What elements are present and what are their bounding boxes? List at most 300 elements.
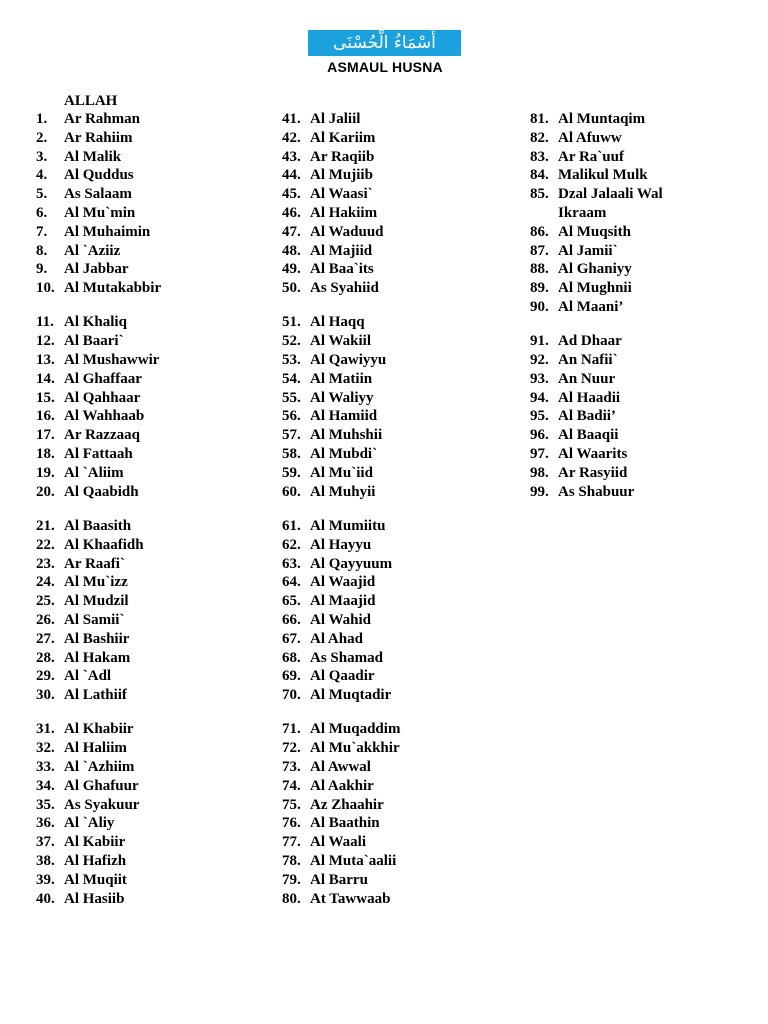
name-list-item — [530, 279, 760, 298]
name-list-item — [36, 667, 256, 686]
item-number: 70. — [282, 687, 301, 704]
item-name: Al Maani’ — [558, 298, 624, 315]
name-list-item — [282, 852, 512, 871]
item-name: Al Lathiif — [64, 687, 127, 704]
item-number: 4. — [36, 167, 48, 184]
names-column-2 — [282, 110, 512, 908]
item-number: 92. — [530, 352, 549, 369]
item-number: 85. — [530, 186, 549, 203]
item-name: Ar Raafi` — [64, 555, 125, 572]
name-list-item — [282, 129, 512, 148]
item-name: Al Mu`akkhir — [310, 740, 400, 757]
item-number: 90. — [530, 298, 549, 315]
item-name: Al Muhaimin — [64, 223, 151, 240]
name-list-item — [282, 871, 512, 890]
item-name: Al Wakiil — [310, 333, 371, 350]
item-number: 81. — [530, 111, 549, 127]
item-number: 19. — [36, 464, 55, 481]
item-name: Al Malik — [64, 148, 122, 165]
name-list-item — [36, 407, 256, 426]
name-list-item — [36, 332, 256, 351]
name-list-item — [282, 389, 512, 408]
name-list-item — [282, 332, 512, 351]
item-name: Al Haadii — [558, 389, 621, 406]
name-list-item — [282, 720, 512, 739]
item-name: Al Muta`aalii — [310, 852, 397, 869]
item-name: Al Khabiir — [64, 721, 134, 738]
name-list-item — [530, 370, 760, 389]
name-list-item — [36, 242, 256, 261]
item-name: Al Qaabidh — [64, 483, 139, 500]
item-number: 42. — [282, 129, 301, 146]
name-list-item — [282, 370, 512, 389]
name-list-item — [282, 667, 512, 686]
name-list-item — [282, 445, 512, 464]
name-list-item — [36, 464, 256, 483]
item-number: 61. — [282, 517, 301, 534]
item-number: 59. — [282, 464, 301, 481]
item-name: Al Mu`min — [64, 204, 136, 221]
name-list-item — [282, 148, 512, 167]
name-list-item — [282, 833, 512, 852]
item-name: As Shamad — [310, 649, 383, 666]
item-name: Al Muhyii — [310, 483, 376, 500]
name-list-item — [36, 573, 256, 592]
item-number: 93. — [530, 370, 549, 387]
item-name: Al Afuww — [558, 129, 622, 146]
item-number: 95. — [530, 408, 549, 425]
name-list-item — [36, 351, 256, 370]
item-number: 27. — [36, 630, 55, 647]
item-number: 71. — [282, 721, 301, 738]
item-name: Al Waduud — [310, 223, 384, 240]
name-list-item — [36, 871, 256, 890]
item-number: 15. — [36, 389, 55, 406]
item-number: 76. — [282, 815, 301, 832]
item-number: 13. — [36, 352, 55, 369]
name-list-item — [282, 279, 512, 298]
item-number: 89. — [530, 280, 549, 297]
item-name: Al Bashiir — [64, 630, 130, 647]
name-list-item — [36, 739, 256, 758]
name-list-item — [282, 223, 512, 242]
name-list-item — [530, 407, 760, 426]
item-name: Al Mu`iid — [310, 464, 373, 481]
item-number: 72. — [282, 740, 301, 757]
name-list-item — [530, 223, 760, 242]
item-number: 66. — [282, 611, 301, 628]
item-name: Al Hakam — [64, 649, 131, 666]
item-name: Al Muhshii — [310, 427, 383, 444]
item-number: 94. — [530, 389, 549, 406]
item-name: An Nafii` — [558, 352, 618, 369]
item-name: Al Mumiitu — [310, 517, 386, 534]
name-list-item — [530, 298, 760, 317]
item-name: Al Haqq — [310, 314, 365, 331]
item-number: 9. — [36, 261, 48, 278]
item-number: 26. — [36, 611, 55, 628]
name-list-item — [530, 332, 760, 351]
item-name-continuation: Ikraam — [558, 204, 607, 221]
item-name: Ar Rahman — [64, 111, 140, 127]
item-number: 56. — [282, 408, 301, 425]
item-number: 73. — [282, 759, 301, 775]
item-name: Al Hakiim — [310, 204, 378, 221]
item-name: Al Hafizh — [64, 852, 127, 869]
item-number: 23. — [36, 555, 55, 572]
item-name: Al Majiid — [310, 242, 373, 259]
item-number: 60. — [282, 483, 301, 500]
arabic-title-banner — [308, 30, 461, 56]
name-list-item — [36, 630, 256, 649]
name-list-item — [36, 720, 256, 739]
item-number: 49. — [282, 261, 301, 278]
item-name: Al Muqsith — [558, 223, 631, 240]
name-list-item — [36, 796, 256, 815]
name-list-item — [36, 555, 256, 574]
name-list-item — [36, 814, 256, 833]
name-list-item — [36, 223, 256, 242]
name-list-item — [36, 777, 256, 796]
item-name: Al Mudzil — [64, 593, 129, 610]
item-name: Al Aakhir — [310, 777, 374, 794]
item-number: 65. — [282, 593, 301, 610]
item-name: Al Qawiyyu — [310, 352, 387, 369]
item-name: Al Baasith — [64, 517, 132, 534]
item-number: 46. — [282, 204, 301, 221]
item-name: Al Matiin — [310, 370, 373, 387]
item-name: Al Waali — [310, 834, 366, 851]
item-name: Al Waliyy — [310, 389, 374, 406]
item-number: 20. — [36, 483, 55, 500]
item-name: Al Muqtadir — [310, 687, 392, 704]
item-number: 5. — [36, 186, 48, 203]
item-number: 57. — [282, 427, 301, 444]
item-number: 31. — [36, 721, 55, 738]
item-number: 82. — [530, 129, 549, 146]
name-list-item — [36, 426, 256, 445]
item-number: 52. — [282, 333, 301, 350]
item-name: Al Mujiib — [310, 167, 373, 184]
name-list-item — [282, 777, 512, 796]
name-list-item — [36, 445, 256, 464]
item-name: Al Maajid — [310, 593, 376, 610]
item-number: 98. — [530, 464, 549, 481]
item-name: Al Barru — [310, 871, 368, 888]
name-list-item — [530, 445, 760, 464]
name-list-item — [530, 260, 760, 279]
name-list-item — [282, 796, 512, 815]
name-list-item — [530, 351, 760, 370]
item-name: Al Mushawwir — [64, 352, 160, 369]
item-name: Al Waarits — [558, 446, 628, 463]
name-list-item — [282, 758, 512, 777]
item-number: 50. — [282, 280, 301, 297]
name-list-item — [36, 279, 256, 298]
item-number: 83. — [530, 148, 549, 165]
item-name: An Nuur — [558, 370, 616, 387]
name-list-item — [282, 242, 512, 261]
item-number: 21. — [36, 517, 55, 534]
item-number: 69. — [282, 668, 301, 685]
item-name: Al Wahid — [310, 611, 372, 628]
item-name: Al Ahad — [310, 630, 363, 647]
name-list-item — [282, 185, 512, 204]
item-number: 29. — [36, 668, 55, 685]
item-name: Ar Rahiim — [64, 129, 133, 146]
item-number: 37. — [36, 834, 55, 851]
item-number: 74. — [282, 777, 301, 794]
item-name: As Shabuur — [558, 483, 635, 500]
name-list-item — [530, 483, 760, 502]
item-name: Al Baari` — [64, 333, 124, 350]
name-list-item — [36, 517, 256, 536]
item-name: Al Kabiir — [64, 834, 126, 851]
item-number: 91. — [530, 333, 549, 350]
item-name: Al Fattaah — [64, 446, 133, 463]
names-column-1 — [36, 110, 256, 908]
item-number: 7. — [36, 223, 48, 240]
item-name: Al Jabbar — [64, 261, 129, 278]
item-number: 86. — [530, 223, 549, 240]
item-name: Ar Razzaaq — [64, 427, 140, 444]
name-list-item — [36, 536, 256, 555]
item-name: Al Waasi` — [310, 186, 373, 203]
name-list-item — [282, 814, 512, 833]
item-name: Ar Raqiib — [310, 148, 375, 165]
item-number: 77. — [282, 834, 301, 851]
item-number: 32. — [36, 740, 55, 757]
name-list-item — [530, 389, 760, 408]
item-number: 18. — [36, 446, 55, 463]
item-name: Al Muqaddim — [310, 721, 401, 738]
name-list-item — [530, 148, 760, 167]
item-name: At Tawwaab — [310, 890, 391, 907]
item-number: 2. — [36, 129, 48, 146]
item-name: Al Muntaqim — [558, 111, 646, 127]
item-number: 11. — [36, 314, 54, 331]
name-list-item — [282, 313, 512, 332]
item-number: 22. — [36, 536, 55, 553]
item-number: 55. — [282, 389, 301, 406]
item-number: 53. — [282, 352, 301, 369]
first-name-allah: ALLAH — [64, 93, 118, 109]
item-name: Al Samii` — [64, 611, 125, 628]
item-name: Dzal Jalaali Wal — [558, 186, 663, 203]
item-number: 62. — [282, 536, 301, 553]
name-list-item — [36, 686, 256, 705]
name-list-item — [282, 686, 512, 705]
item-name: Al Mughnii — [558, 280, 632, 297]
item-number: 40. — [36, 890, 55, 907]
name-list-item — [36, 389, 256, 408]
item-number: 97. — [530, 446, 549, 463]
name-list-item — [282, 890, 512, 909]
name-list-item — [530, 110, 760, 129]
item-name: Al Hasiib — [64, 890, 125, 907]
item-name: As Syahiid — [310, 280, 379, 297]
item-name: Al Baaqii — [558, 427, 619, 444]
name-list-item — [36, 204, 256, 223]
item-number: 64. — [282, 574, 301, 591]
item-name: Al Kariim — [310, 129, 376, 146]
item-number: 35. — [36, 796, 55, 813]
item-number: 87. — [530, 242, 549, 259]
item-name: Al Qahhaar — [64, 389, 141, 406]
item-number: 79. — [282, 871, 301, 888]
item-name: Al Khaafidh — [64, 536, 144, 553]
name-list-item — [36, 185, 256, 204]
item-name: Al Ghaffaar — [64, 370, 142, 387]
item-name: Ar Rasyiid — [558, 464, 628, 481]
name-list-item — [282, 555, 512, 574]
name-list-item — [282, 611, 512, 630]
item-number: 54. — [282, 370, 301, 387]
item-name: Al Mu`izz — [64, 574, 128, 591]
item-number: 75. — [282, 796, 301, 813]
item-name: Al Mutakabbir — [64, 280, 162, 297]
item-name: Malikul Mulk — [558, 167, 648, 184]
item-number: 25. — [36, 593, 55, 610]
item-name: Al Hayyu — [310, 536, 372, 553]
item-name: Az Zhaahir — [310, 796, 384, 813]
item-number: 41. — [282, 111, 301, 127]
name-list-item — [282, 573, 512, 592]
item-name: Al Wahhaab — [64, 408, 145, 425]
item-number: 16. — [36, 408, 55, 425]
item-name: Al `Azhiim — [64, 759, 135, 775]
item-name: Al Haliim — [64, 740, 127, 757]
item-number: 44. — [282, 167, 301, 184]
name-list-item — [530, 426, 760, 445]
item-name: Al Awwal — [310, 759, 371, 775]
name-list-item — [36, 148, 256, 167]
item-name: Al Baa`its — [310, 261, 374, 278]
item-number: 84. — [530, 167, 549, 184]
item-name: Al `Adl — [64, 668, 112, 685]
name-list-item — [36, 260, 256, 279]
name-list-item — [530, 129, 760, 148]
item-number: 10. — [36, 280, 55, 297]
name-list-item — [282, 739, 512, 758]
name-list-item — [36, 833, 256, 852]
item-name: Al Waajid — [310, 574, 376, 591]
name-list-item — [36, 852, 256, 871]
item-name: Al Qayyuum — [310, 555, 393, 572]
name-list-item — [282, 204, 512, 223]
item-number: 99. — [530, 483, 549, 500]
item-name: Al `Aliy — [64, 815, 115, 832]
item-name: Al Baathin — [310, 815, 380, 832]
name-list-item — [530, 185, 760, 204]
item-name: Al Jamii` — [558, 242, 618, 259]
item-name: Al Hamiid — [310, 408, 378, 425]
item-number: 68. — [282, 649, 301, 666]
arabic-title-text: أَسْمَاءُ الْحُسْنَى — [333, 32, 436, 53]
item-number: 88. — [530, 261, 549, 278]
item-name: Al Badii’ — [558, 408, 616, 425]
item-number: 39. — [36, 871, 55, 888]
item-name: Al Jaliil — [310, 111, 361, 127]
item-number: 28. — [36, 649, 55, 666]
item-number: 12. — [36, 333, 55, 350]
item-number: 36. — [36, 815, 55, 832]
name-list-item — [36, 758, 256, 777]
item-number: 51. — [282, 314, 301, 331]
item-number: 96. — [530, 427, 549, 444]
item-number: 80. — [282, 890, 301, 907]
item-name: Al `Aliim — [64, 464, 124, 481]
item-number: 43. — [282, 148, 301, 165]
name-list-item — [36, 166, 256, 185]
item-number: 45. — [282, 186, 301, 203]
name-list-item — [36, 129, 256, 148]
item-number: 33. — [36, 759, 55, 775]
item-name: Al Muqiit — [64, 871, 127, 888]
name-list-item — [36, 649, 256, 668]
item-number: 8. — [36, 242, 48, 259]
name-list-item — [36, 890, 256, 909]
item-number: 48. — [282, 242, 301, 259]
item-name: Ad Dhaar — [558, 333, 622, 350]
name-list-item — [530, 166, 760, 185]
name-list-item — [282, 166, 512, 185]
item-number: 14. — [36, 370, 55, 387]
item-number: 78. — [282, 852, 301, 869]
name-list-item — [36, 611, 256, 630]
item-name: Al Qaadir — [310, 668, 375, 685]
name-list-item — [282, 517, 512, 536]
name-list-item — [282, 649, 512, 668]
item-name: Al `Aziiz — [64, 242, 121, 259]
item-number: 17. — [36, 427, 55, 444]
name-list-item — [282, 630, 512, 649]
name-list-item — [530, 242, 760, 261]
item-number: 67. — [282, 630, 301, 647]
name-list-item — [36, 313, 256, 332]
item-number: 34. — [36, 777, 55, 794]
name-list-item — [282, 592, 512, 611]
item-number: 24. — [36, 574, 55, 591]
item-number: 1. — [36, 111, 48, 127]
name-list-item — [36, 370, 256, 389]
item-name: Al Mubdi` — [310, 446, 378, 463]
name-list-item — [282, 260, 512, 279]
item-name: As Syakuur — [64, 796, 140, 813]
name-list-item — [36, 110, 256, 129]
item-name: Al Khaliq — [64, 314, 127, 331]
name-list-item — [282, 407, 512, 426]
name-list-item — [282, 536, 512, 555]
item-name: Al Ghaniyy — [558, 261, 632, 278]
name-list-item — [282, 351, 512, 370]
name-list-item — [282, 110, 512, 129]
item-name: Al Quddus — [64, 167, 134, 184]
item-number: 58. — [282, 446, 301, 463]
item-name: Al Ghafuur — [64, 777, 139, 794]
name-list-item — [282, 483, 512, 502]
item-number: 63. — [282, 555, 301, 572]
item-name: Ar Ra`uuf — [558, 148, 624, 165]
item-number: 38. — [36, 852, 55, 869]
name-list-item — [530, 464, 760, 483]
item-number: 30. — [36, 687, 55, 704]
item-number: 6. — [36, 204, 48, 221]
name-list-item — [36, 483, 256, 502]
item-number: 3. — [36, 148, 48, 165]
name-list-item — [282, 426, 512, 445]
names-column-3 — [530, 110, 760, 501]
